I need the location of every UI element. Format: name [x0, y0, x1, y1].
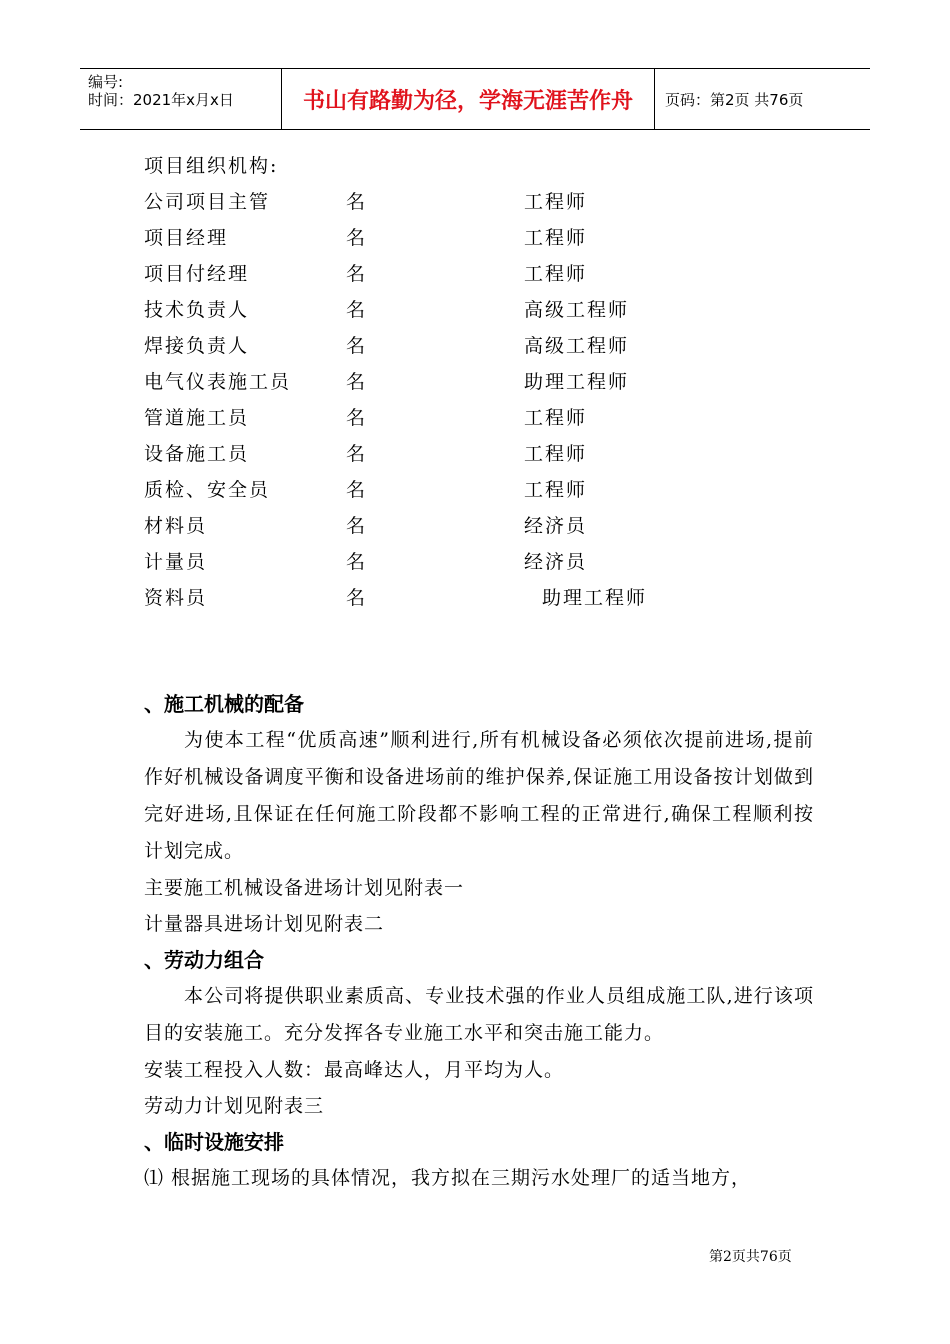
spacer: [144, 616, 814, 686]
org-role: 质检、安全员: [144, 479, 271, 501]
org-row: [144, 328, 814, 364]
org-role: 项目经理: [144, 227, 229, 249]
document-body: [144, 148, 814, 1196]
org-rank: 工程师: [524, 191, 588, 213]
temporary-item-1: ⑴ 根据施工现场的具体情况，我方拟在三期污水处理厂的适当地方，: [144, 1167, 752, 1189]
org-rank: 工程师: [524, 263, 588, 285]
org-count: 名: [346, 263, 368, 285]
labor-line-2: 劳动力计划见附表三: [144, 1095, 325, 1117]
page-header: [80, 68, 870, 130]
serial-label: 编号:: [88, 73, 124, 91]
org-count: 名: [346, 227, 368, 249]
org-role: 技术负责人: [144, 299, 250, 321]
motto-text: 书山有路勤为径，学海无涯苦作舟: [302, 88, 633, 114]
labor-line-1: 安装工程投入人数：最高峰达人，月平均为人。: [144, 1059, 565, 1081]
org-count: 名: [346, 443, 368, 465]
section-heading-temporary: 、临时设施安排: [144, 1130, 284, 1154]
org-count: 名: [346, 371, 368, 393]
org-rank: 高级工程师: [524, 335, 630, 357]
org-row: [144, 364, 814, 400]
header-motto-cell: [282, 69, 655, 129]
org-row: [144, 436, 814, 472]
org-role: 项目付经理: [144, 263, 250, 285]
org-row: [144, 544, 814, 580]
section-heading-machinery: 、施工机械的配备: [144, 692, 304, 716]
org-count: 名: [346, 479, 368, 501]
header-page-cell: [655, 69, 870, 129]
machinery-line-1: 主要施工机械设备进场计划见附表一: [144, 877, 465, 899]
org-rank: 助理工程师: [524, 371, 630, 393]
org-row: [144, 220, 814, 256]
org-rank: 经济员: [524, 551, 588, 573]
org-row: [144, 472, 814, 508]
page-label: 页码：第2页 共76页: [665, 90, 804, 109]
org-role: 焊接负责人: [144, 335, 250, 357]
page-footer: 第2页共76页: [709, 1249, 792, 1265]
org-rank: 工程师: [524, 407, 588, 429]
org-count: 名: [346, 587, 368, 609]
time-label: 时间：2021年x月x日: [88, 91, 234, 109]
org-row: [144, 184, 814, 220]
org-structure-title: 项目组织机构:: [144, 155, 279, 177]
machinery-paragraph: 为使本工程“优质高速”顺利进行,所有机械设备必须依次提前进场,提前作好机械设备调度平衡和设备进场前的维护保养,保证施工用设备按计划做到完好进场,且保证在任何施工阶段都不影响工程的正常进行,确保工程顺利按计划完成。: [144, 729, 814, 862]
org-count: 名: [346, 515, 368, 537]
org-rank: 助理工程师: [542, 587, 648, 609]
org-role: 设备施工员: [144, 443, 250, 465]
labor-paragraph: 本公司将提供职业素质高、专业技术强的作业人员组成施工队,进行该项目的安装施工。充分发挥各专业施工水平和突击施工能力。: [144, 985, 814, 1044]
org-rank: 工程师: [524, 227, 588, 249]
org-row: [144, 292, 814, 328]
org-count: 名: [346, 335, 368, 357]
org-row: [144, 256, 814, 292]
org-rank: 工程师: [524, 479, 588, 501]
org-rank: 工程师: [524, 443, 588, 465]
org-role: 公司项目主管: [144, 191, 271, 213]
org-role: 计量员: [144, 551, 208, 573]
section-heading-labor: 、劳动力组合: [144, 948, 264, 972]
org-role: 电气仪表施工员: [144, 371, 292, 393]
org-count: 名: [346, 407, 368, 429]
org-role: 资料员: [144, 587, 208, 609]
org-row: [144, 400, 814, 436]
org-count: 名: [346, 551, 368, 573]
org-count: 名: [346, 299, 368, 321]
org-count: 名: [346, 191, 368, 213]
org-role: 材料员: [144, 515, 208, 537]
org-rank: 经济员: [524, 515, 588, 537]
header-meta-cell: [80, 69, 282, 129]
org-role: 管道施工员: [144, 407, 250, 429]
org-rank: 高级工程师: [524, 299, 630, 321]
machinery-line-2: 计量器具进场计划见附表二: [144, 913, 385, 935]
org-row: [144, 580, 814, 616]
org-row: [144, 508, 814, 544]
